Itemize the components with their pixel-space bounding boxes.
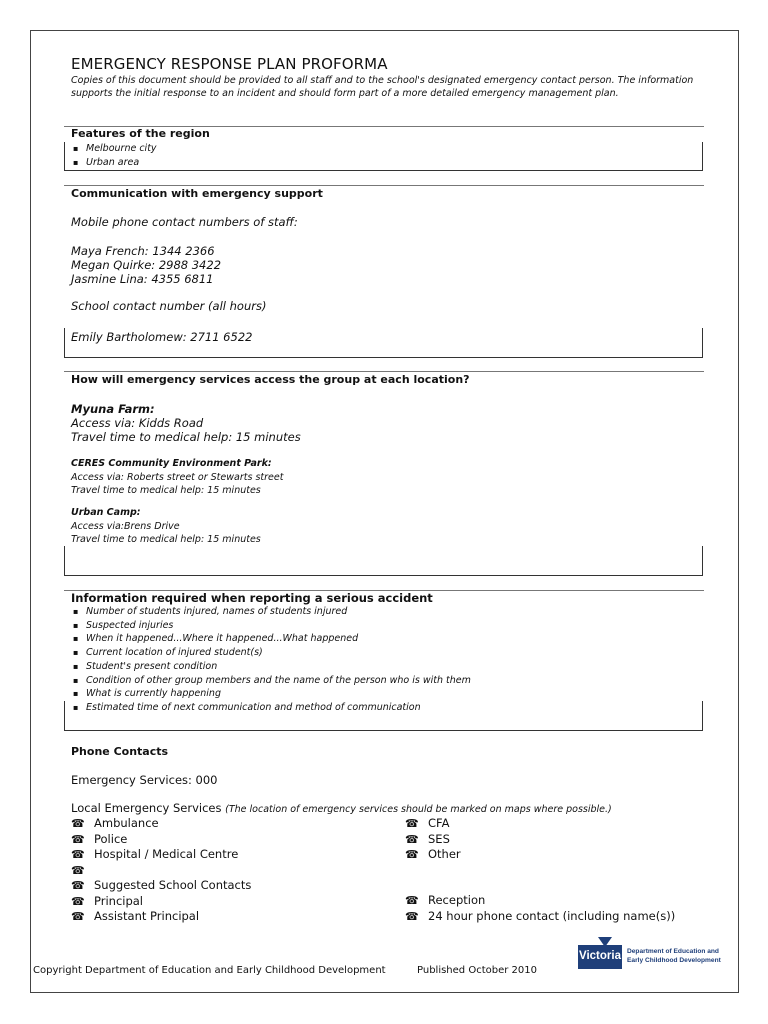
victoria-logo: [578, 937, 728, 969]
list-item: [71, 878, 251, 894]
box-border-bottom: [64, 357, 703, 358]
list-item: [71, 816, 251, 832]
telephone-icon: ☎: [405, 894, 419, 907]
staff-contact: Jasmine Lina: 4355 6811: [71, 272, 214, 286]
accident-list: [71, 605, 471, 715]
telephone-icon: ☎: [405, 909, 419, 923]
logo-line: Department of Education and: [627, 948, 719, 955]
phone-list-right-2: [405, 893, 675, 924]
footer-published: Published October 2010: [417, 965, 537, 976]
list-item: [71, 847, 251, 863]
list-item: [71, 832, 251, 848]
logo-word: Victoria: [579, 950, 621, 962]
staff-list: [71, 244, 221, 286]
location-name: Myuna Farm:: [71, 402, 155, 416]
phone-list-left: [71, 816, 251, 925]
school-contact-label: School contact number (all hours): [71, 299, 267, 313]
telephone-icon: ☎: [71, 817, 85, 830]
phone-item-label: Reception: [428, 893, 486, 907]
telephone-icon: ☎: [71, 894, 85, 908]
local-services-label: Local Emergency Services: [71, 801, 222, 815]
location-urban-camp: [71, 506, 261, 547]
list-item: [71, 909, 251, 925]
location-name: Urban Camp:: [71, 507, 141, 518]
list-item: ▪ Student's present condition: [71, 660, 471, 674]
location-travel: Travel time to medical help: 15 minutes: [71, 534, 261, 545]
telephone-icon: ☎: [405, 817, 419, 830]
region-list: [71, 142, 157, 169]
list-item: ▪ Urban area: [71, 156, 157, 170]
logo-department-text: [627, 948, 727, 965]
list-item: ▪ When it happened...Where it happened...What happened: [71, 632, 471, 646]
phone-item-label: SES: [428, 831, 450, 846]
box-border-right: [702, 546, 703, 575]
list-item: ▪ Condition of other group members and the name of the person who is with them: [71, 674, 471, 688]
location-access: Access via:Brens Drive: [71, 520, 180, 532]
mobile-label: Mobile phone contact numbers of staff:: [71, 215, 298, 229]
location-travel: Travel time to medical help: 15 minutes: [71, 430, 301, 444]
telephone-icon: ☎: [71, 910, 85, 923]
list-item: ▪ Melbourne city: [71, 142, 157, 156]
document-title: EMERGENCY RESPONSE PLAN PROFORMA: [71, 55, 388, 73]
phone-list-right: [405, 816, 461, 863]
phone-item-label: Ambulance: [94, 816, 159, 830]
location-myuna: [71, 402, 301, 444]
logo-line: Early Childhood Development: [627, 956, 721, 964]
location-name: CERES Community Environment Park:: [71, 458, 272, 469]
phone-item-label: Hospital / Medical Centre: [94, 847, 239, 861]
location-travel: Travel time to medical help: 15 minutes: [71, 485, 261, 496]
staff-contact: Megan Quirke: 2988 3422: [71, 258, 222, 272]
list-item: [71, 863, 251, 879]
telephone-icon: ☎: [71, 848, 85, 861]
phone-heading: Phone Contacts: [71, 745, 169, 758]
box-border-left: [64, 701, 65, 730]
access-heading: How will emergency services access the group at each location?: [71, 373, 470, 386]
list-item: [405, 847, 461, 863]
section-divider: [64, 185, 704, 186]
list-item: ▪ Current location of injured student(s): [71, 646, 471, 660]
accident-heading: Information required when reporting a serious accident: [71, 591, 433, 605]
list-item: [405, 909, 675, 925]
box-border-right: [702, 142, 703, 170]
list-item: ▪ What is currently happening: [71, 687, 471, 701]
intro-text: Copies of this document should be provided to all staff and to the school's designated emergency contact person. The information supports the initial response to an incident and should form part of a more detailed emergency management plan.: [71, 75, 694, 99]
telephone-icon: ☎: [71, 832, 85, 846]
phone-item-label: CFA: [428, 816, 450, 830]
telephone-icon: ☎: [71, 863, 85, 877]
box-border-right: [702, 328, 703, 357]
list-item: ▪ Suspected injuries: [71, 619, 471, 633]
location-access: Access via: Roberts street or Stewarts street: [71, 471, 284, 483]
school-contact: Emily Bartholomew: 2711 6522: [71, 330, 253, 344]
list-item: [405, 832, 461, 848]
box-border-left: [64, 328, 65, 357]
location-ceres: [71, 457, 283, 498]
telephone-icon: ☎: [71, 879, 85, 892]
local-services-note: (The location of emergency services should be marked on maps where possible.): [225, 804, 612, 815]
box-border-bottom: [64, 730, 703, 731]
phone-item-label: Assistant Principal: [94, 909, 200, 923]
list-item: [405, 816, 461, 832]
box-border-bottom: [64, 170, 703, 171]
box-border-left: [64, 546, 65, 575]
phone-item-label: Suggested School Contacts: [94, 878, 252, 892]
box-border-right: [702, 701, 703, 730]
section-divider: [64, 371, 704, 372]
list-item: [71, 894, 251, 910]
phone-item-label: Principal: [94, 893, 144, 908]
box-border-left: [64, 142, 65, 170]
telephone-icon: ☎: [405, 848, 419, 861]
list-item: [405, 893, 675, 909]
list-item: ▪ Estimated time of next communication and method of communication: [71, 701, 471, 715]
staff-contact: Maya French: 1344 2366: [71, 244, 215, 258]
region-heading: Features of the region: [71, 127, 210, 140]
telephone-icon: ☎: [405, 832, 419, 846]
communication-heading: Communication with emergency support: [71, 187, 323, 200]
box-border-bottom: [64, 575, 703, 576]
phone-item-label: 24 hour phone contact (including name(s)): [428, 908, 676, 923]
emergency-number: Emergency Services: 000: [71, 773, 218, 787]
location-access: Access via: Kidds Road: [71, 416, 204, 430]
phone-item-label: Other: [428, 847, 461, 861]
phone-item-label: Police: [94, 831, 128, 846]
footer-copyright: Copyright Department of Education and Early Childhood Development: [33, 965, 386, 976]
list-item: ▪ Number of students injured, names of students injured: [71, 605, 471, 619]
